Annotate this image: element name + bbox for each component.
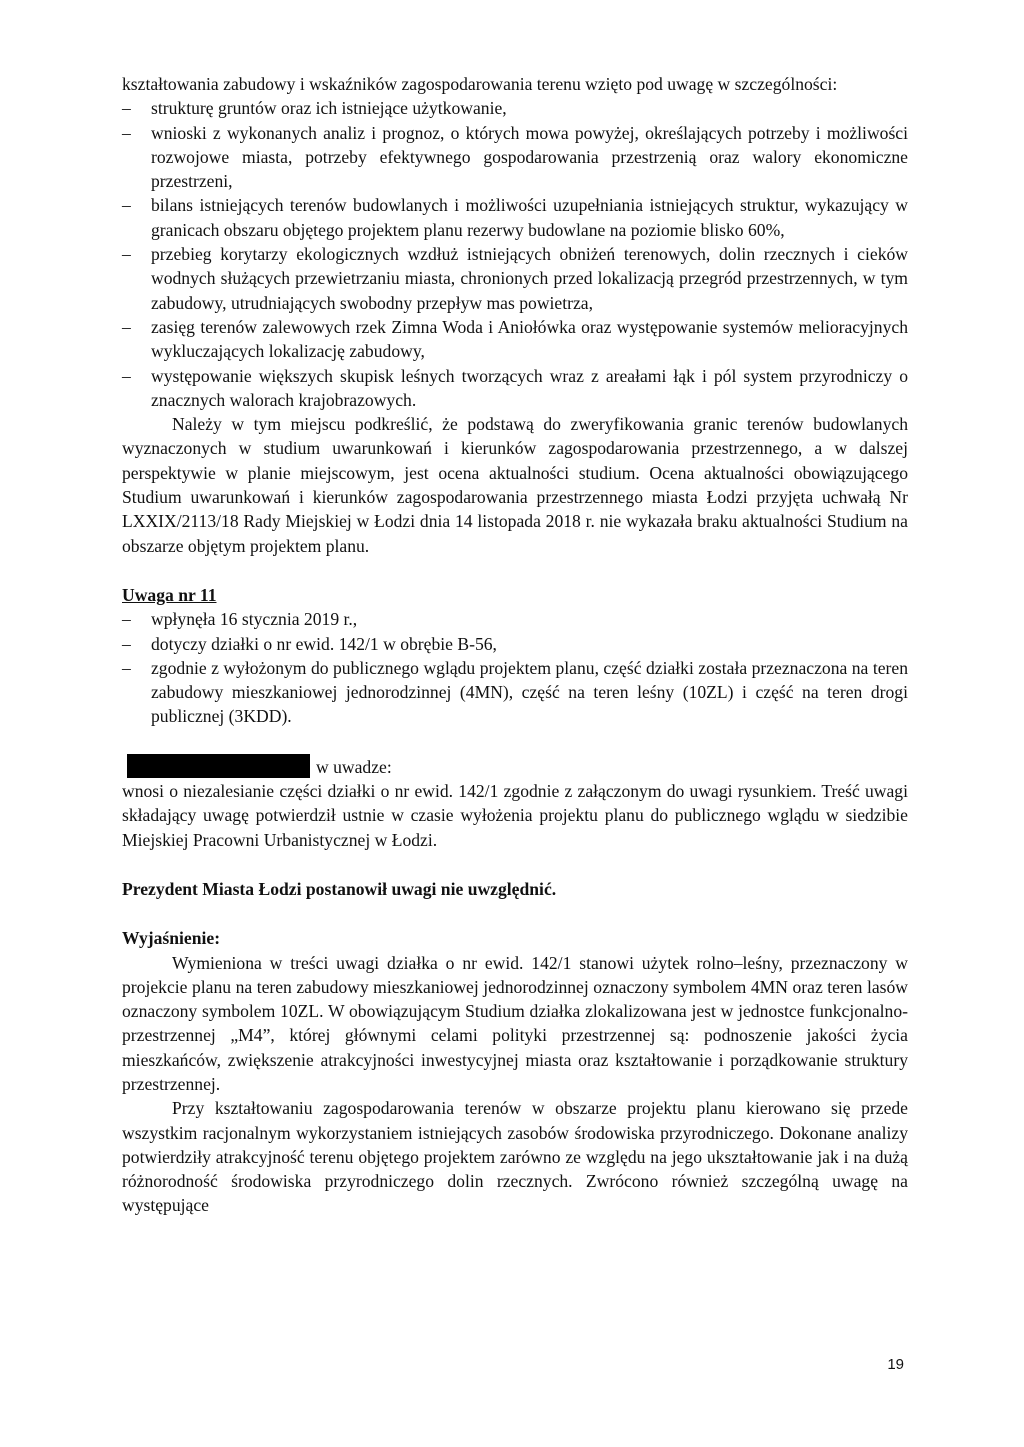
emphasis-paragraph: Należy w tym miejscu podkreślić, że podstawą do zweryfikowania granic terenów budowlanych wyznaczonych w studium uwarunkowań i kierunków zagospodarowania przestrzennego, a w dalszej perspektywie w planie miejscowym, jest ocena aktualności studium. Ocena aktualności obowiązującego Studium uwarunkowań i kierunków zagospodarowania przestrzennego miasta Łodzi przyjęta uchwałą Nr LXXIX/2113/18 Rady Miejskiej w Łodzi dnia 14 listopada 2018 r. nie wykazała braku aktualności Studium na obszarze objętym projektem planu. — [122, 414, 908, 556]
list-item: – wpłynęła 16 stycznia 2019 r., — [122, 607, 908, 631]
list-item: – zasięg terenów zalewowych rzek Zimna Woda i Aniołówka oraz występowanie systemów melioracyjnych wykluczających lokalizację zabudowy, — [122, 315, 908, 364]
remark-request-paragraph: wnosi o niezalesianie części działki o nr ewid. 142/1 zgodnie z załączonym do uwagi rysunkiem. Treść uwagi składający uwagę potwierdził ustnie w czasie wyłożenia projektu planu do publicznego wglądu w siedzibie Miejskiej Pracowni Urbanistycznej w Łodzi. — [122, 781, 908, 850]
list-item: – bilans istniejących terenów budowlanych i możliwości uzupełniania istniejących struktur, wykazujący w granicach obszaru objętego projektem planu rezerwy budowlane na poziomie blisko 60%, — [122, 193, 908, 242]
explanation-heading: Wyjaśnienie: — [122, 928, 221, 949]
explanation-paragraph: Wymieniona w treści uwagi działka o nr ewid. 142/1 stanowi użytek rolno–leśny, przeznaczony w projekcie planu na teren zabudowy mieszkaniowej jednorodzinnej oznaczony symbolem 4MN oraz teren lasów oznaczony symbolem 10ZL. W obowiązującym Studium działka zlokalizowana jest w jednostce funkcjonalno-przestrzennej „M4”, której głównymi celami polityki przestrzennej są: podnoszenie jakości życia mieszkańców, zwiększenie atrakcyjności inwestycyjnej miasta oraz kształtowanie i porządkowanie struktury przestrzennej. — [122, 952, 908, 1094]
explanation-paragraph: Przy kształtowaniu zagospodarowania terenów w obszarze projektu planu kierowano się przede wszystkim racjonalnym wykorzystaniem istniejących zasobów środowiska przyrodniczego. Dokonane analizy potwierdziły atrakcyjność terenu objętego projektem zarówno ze względu na jego ukształtowanie jak i na dużą różnorodność środowiska przyrodniczego dolin rzecznych. Zwrócono również szczególną uwagę na występujące — [122, 1098, 908, 1216]
considerations-list — [122, 96, 908, 412]
redaction-suffix: w uwadze: — [316, 756, 392, 777]
page-number: 19 — [887, 1356, 904, 1373]
decision-statement: Prezydent Miasta Łodzi postanowił uwagi nie uwzględnić. — [122, 878, 557, 899]
list-item: – wnioski z wykonanych analiz i prognoz, o których mowa powyżej, określających potrzeby i możliwości rozwojowe miasta, potrzeby efektywnego gospodarowania przestrzenią oraz walory ekonomiczne przestrzeni, — [122, 121, 908, 194]
list-item: – dotyczy działki o nr ewid. 142/1 w obrębie B-56, — [122, 632, 908, 656]
document-page — [122, 72, 908, 1218]
list-item: – zgodnie z wyłożonym do publicznego wglądu projektem planu, część działki została przeznaczona na teren zabudowy mieszkaniowej jednorodzinnej (4MN), część na teren leśny (10ZL) i część na teren drogi publicznej (3KDD). — [122, 656, 908, 729]
redaction-block — [127, 754, 310, 778]
remark-heading: Uwaga nr 11 — [122, 584, 217, 605]
list-item: – występowanie większych skupisk leśnych tworzących wraz z areałami łąk i pól system przyrodniczy o znacznych walorach krajobrazowych. — [122, 364, 908, 413]
list-item: – strukturę gruntów oraz ich istniejące użytkowanie, — [122, 96, 908, 120]
list-item: – przebieg korytarzy ekologicznych wzdłuż istniejących obniżeń terenowych, dolin rzecznych i cieków wodnych służących przewietrzaniu miasta, chronionych przed lokalizacją przegród przestrzennych, w tym zabudowy, utrudniających swobodny przepływ mas powietrza, — [122, 242, 908, 315]
remark-details-list — [122, 607, 908, 728]
redacted-name-line — [122, 754, 908, 779]
intro-paragraph: kształtowania zabudowy i wskaźników zagospodarowania terenu wzięto pod uwagę w szczególności: — [122, 74, 838, 94]
